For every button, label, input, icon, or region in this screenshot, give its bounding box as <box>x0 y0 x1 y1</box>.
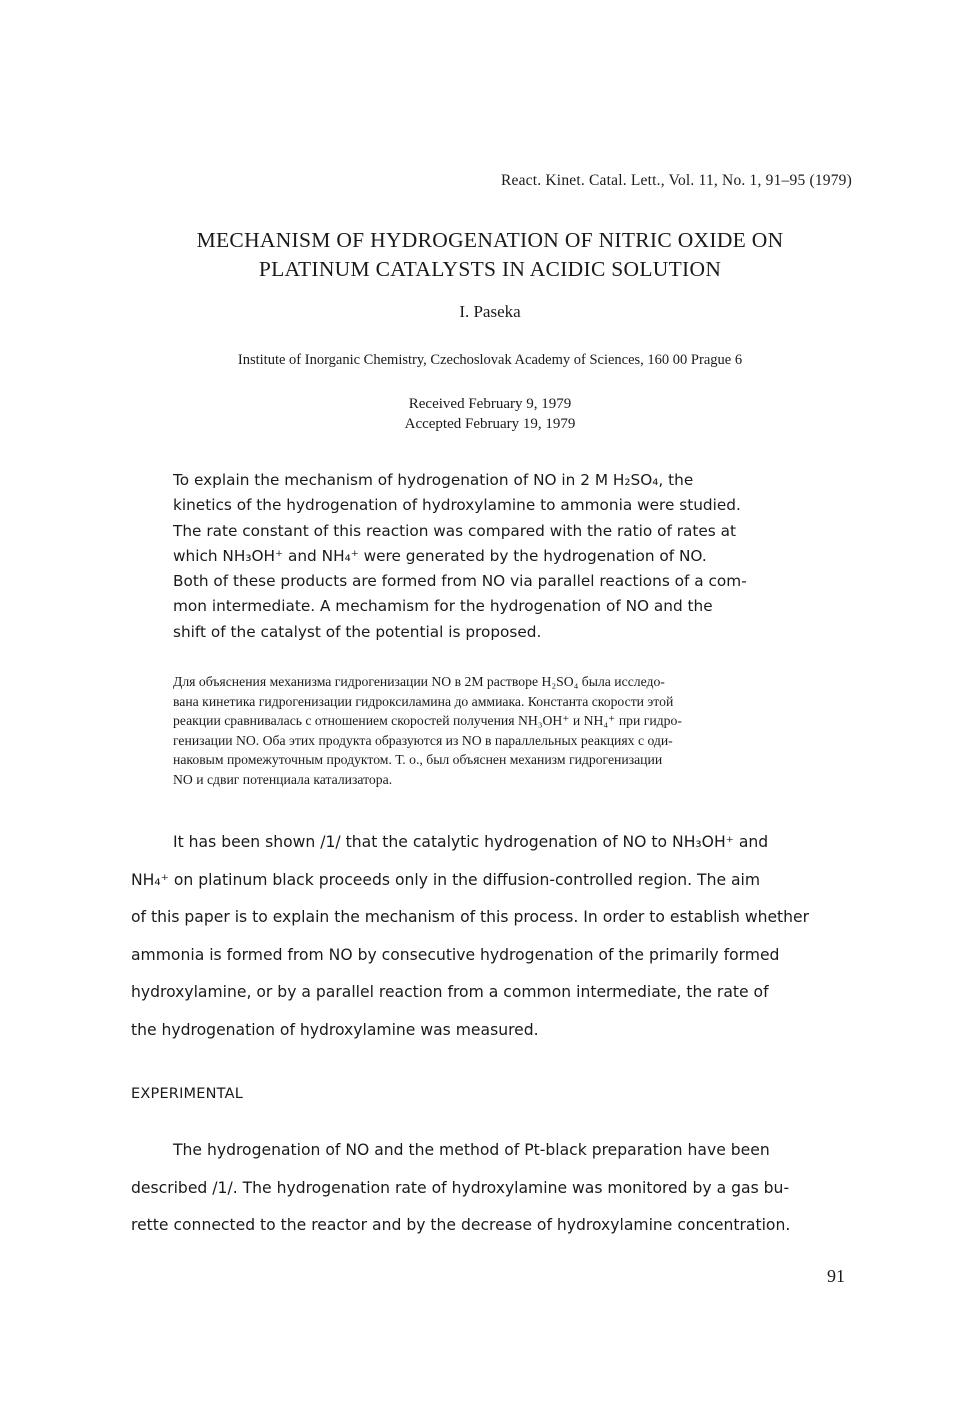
title-line: MECHANISM OF HYDROGENATION OF NITRIC OXIDE ON <box>196 228 784 252</box>
article-dates <box>120 394 860 434</box>
author-name: I. Paseka <box>459 302 521 321</box>
page-number: 91 <box>827 1266 845 1286</box>
abstract-line: вана кинетика гидрогенизации гидроксиламина до аммиака. Константа скорости этой <box>173 693 674 709</box>
body-line: NH₄⁺ on platinum black proceeds only in the diffusion-controlled region. The aim <box>131 870 761 889</box>
received-date: Received February 9, 1979 <box>408 396 572 412</box>
body-line: rette connected to the reactor and by the decrease of hydroxylamine concentration. <box>131 1216 791 1234</box>
author-affiliation: Institute of Inorganic Chemistry, Czechoslovak Academy of Sciences, 160 00 Prague 6 <box>237 352 743 368</box>
abstract-line: shift of the catalyst of the potential is proposed. <box>173 622 542 641</box>
abstract-line: Для объяснения механизма гидрогенизации NO в 2M растворе H₂SO₄ была исследо- <box>173 674 665 689</box>
body-line: ammonia is formed from NO by consecutive hydrogenation of the primarily formed <box>131 945 780 964</box>
section-heading-experimental: EXPERIMENTAL <box>131 1086 243 1102</box>
experimental-paragraph <box>131 1132 871 1245</box>
body-line: the hydrogenation of hydroxylamine was measured. <box>131 1020 539 1039</box>
body-line: described /1/. The hydrogenation rate of hydroxylamine was monitored by a gas bu- <box>131 1178 790 1197</box>
abstract-line: To explain the mechanism of hydrogenation of NO in 2 M H₂SO₄, the <box>173 471 694 489</box>
body-line: hydroxylamine, or by a parallel reaction from a common intermediate, the rate of <box>131 983 769 1001</box>
body-line: It has been shown /1/ that the catalytic hydrogenation of NO to NH₃OH⁺ and <box>173 833 769 851</box>
accepted-date: Accepted February 19, 1979 <box>404 416 576 432</box>
body-line: The hydrogenation of NO and the method of Pt-black preparation have been <box>173 1141 770 1159</box>
abstract-line: mon intermediate. A mechamism for the hydrogenation of NO and the <box>173 597 713 616</box>
abstract-line: наковым промежуточным продуктом. Т. о., был объяснен механизм гидрогенизации <box>173 752 663 767</box>
article-title <box>120 226 860 284</box>
abstract-line: генизации NO. Оба этих продукта образуются из NO в параллельных реакциях с оди- <box>173 732 673 748</box>
abstract-line: NO и сдвиг потенциала катализатора. <box>173 771 393 787</box>
body-line: of this paper is to explain the mechanism of this process. In order to establish whether <box>131 908 810 926</box>
abstract-russian <box>173 672 853 789</box>
introduction-paragraph <box>131 824 871 1049</box>
abstract-line: which NH₃OH⁺ and NH₄⁺ were generated by the hydrogenation of NO. <box>173 546 707 565</box>
abstract-line: Both of these products are formed from NO via parallel reactions of a com- <box>173 572 747 591</box>
title-line: PLATINUM CATALYSTS IN ACIDIC SOLUTION <box>258 257 722 281</box>
abstract-line: kinetics of the hydrogenation of hydroxylamine to ammonia were studied. <box>173 496 741 515</box>
abstract-english <box>173 468 823 645</box>
abstract-line: The rate constant of this reaction was compared with the ratio of rates at <box>173 521 737 540</box>
abstract-line: реакции сравнивалась с отношением скоростей получения NH₃OH⁺ и NH₄⁺ при гидро- <box>173 713 682 728</box>
journal-reference: React. Kinet. Catal. Lett., Vol. 11, No. 1, 91–95 (1979) <box>500 172 852 189</box>
